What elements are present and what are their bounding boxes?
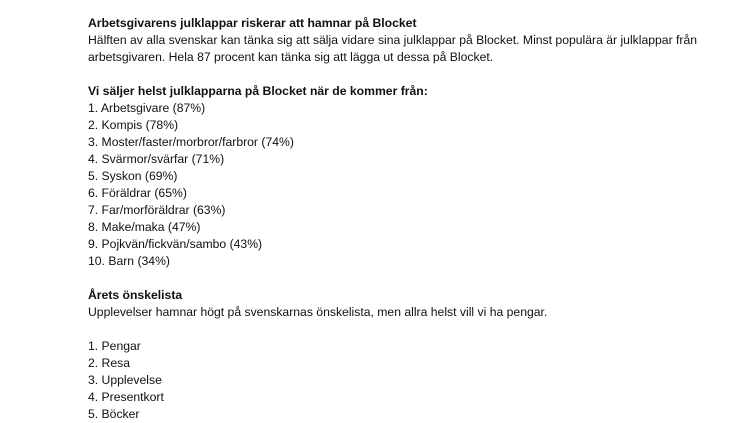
list-item: 3. Moster/faster/morbror/farbror (74%) bbox=[88, 135, 294, 149]
list-item: 10. Barn (34%) bbox=[88, 254, 170, 268]
list-item: 3. Upplevelse bbox=[88, 373, 162, 387]
section-paragraph-wishlist: Upplevelser hamnar högt på svenskarnas önskelista, men allra helst vill vi ha pengar. bbox=[88, 305, 548, 319]
wishlist-list bbox=[88, 338, 728, 423]
section-heading-gift-sources: Vi säljer helst julklapparna på Blocket när de kommer från: bbox=[88, 84, 428, 98]
section-heading-employer-gifts: Arbetsgivarens julklappar riskerar att hamnar på Blocket bbox=[88, 16, 417, 30]
list-item: 7. Far/morföräldrar (63%) bbox=[88, 203, 226, 217]
section-heading-wishlist: Årets önskelista bbox=[88, 288, 183, 302]
list-item: 5. Böcker bbox=[88, 407, 140, 421]
spacer bbox=[88, 270, 728, 287]
document-page bbox=[88, 15, 728, 423]
list-item: 1. Pengar bbox=[88, 339, 141, 353]
section-paragraph-employer-gifts: Hälften av alla svenskar kan tänka sig att sälja vidare sina julklappar på Blocket. Minst populära är julklappar från arbetsgivaren. Hela 87 procent kan tänka sig att lägga ut dessa på Blocket. bbox=[88, 33, 698, 64]
list-item: 4. Presentkort bbox=[88, 390, 164, 404]
list-item: 6. Föräldrar (65%) bbox=[88, 186, 187, 200]
list-item: 2. Kompis (78%) bbox=[88, 118, 179, 132]
list-item: 1. Arbetsgivare (87%) bbox=[88, 101, 206, 115]
list-item: 5. Syskon (69%) bbox=[88, 169, 178, 183]
spacer bbox=[88, 321, 728, 338]
list-item: 8. Make/maka (47%) bbox=[88, 220, 201, 234]
list-item: 4. Svärmor/svärfar (71%) bbox=[88, 152, 225, 166]
list-item: 2. Resa bbox=[88, 356, 131, 370]
gift-source-list bbox=[88, 100, 728, 270]
list-item: 9. Pojkvän/fickvän/sambo (43%) bbox=[88, 237, 263, 251]
spacer bbox=[88, 66, 728, 83]
